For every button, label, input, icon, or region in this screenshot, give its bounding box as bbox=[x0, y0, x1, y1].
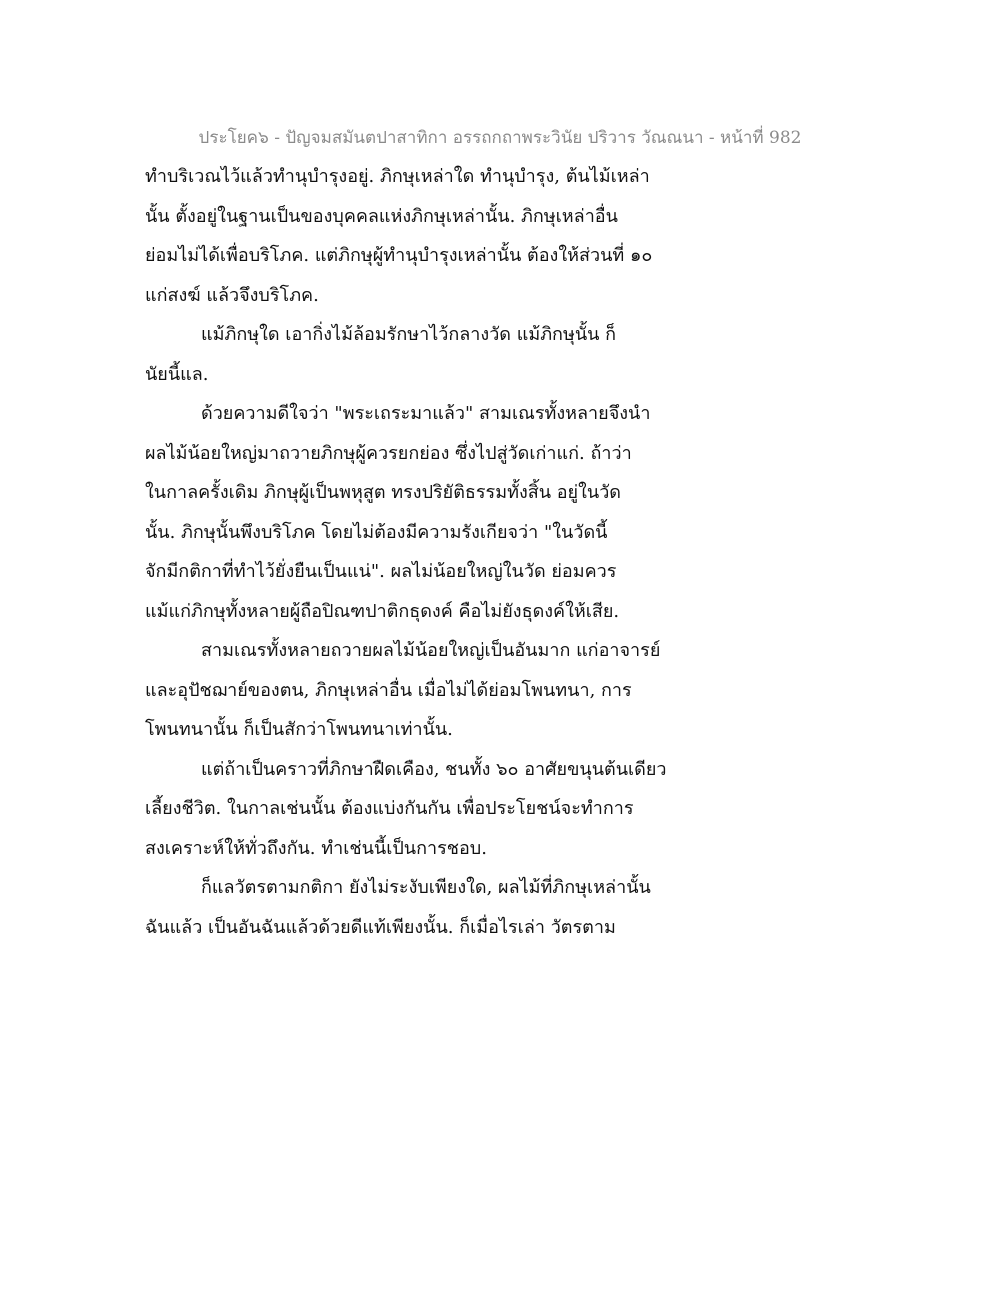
text-line: นั้น. ภิกษุนั้นพึงบริโภค โดยไม่ต้องมีความรังเกียจว่า "ในวัดนี้ bbox=[145, 521, 608, 543]
text-line: ผลไม้น้อยใหญ่มาถวายภิกษุผู้ควรยกย่อง ซึ่งไปสู่วัดเก่าแก่. ถ้าว่า bbox=[145, 442, 632, 464]
page-header: ประโยค๖ - ปัญจมสมันตปาสาทิกา อรรถกถาพระวินัย ปริวาร วัณณนา - หน้าที่ 982 bbox=[198, 128, 802, 148]
text-line: แต่ถ้าเป็นคราวที่ภิกษาฝืดเคือง, ชนทั้ง ๖๐ อาศัยขนุนต้นเดียว bbox=[201, 758, 667, 780]
text-line: ทำบริเวณไว้แล้วทำนุบำรุงอยู่. ภิกษุเหล่าใด ทำนุบำรุง, ต้นไม้เหล่า bbox=[145, 166, 650, 187]
text-line: ย่อมไม่ได้เพื่อบริโภค. แต่ภิกษุผู้ทำนุบำรุงเหล่านั้น ต้องให้ส่วนที่ ๑๐ bbox=[145, 245, 653, 266]
text-line: แก่สงฆ์ แล้วจึงบริโภค. bbox=[145, 284, 319, 306]
text-line: ก็แลวัตรตามกติกา ยังไม่ระงับเพียงใด, ผลไม้ที่ภิกษุเหล่านั้น bbox=[201, 877, 651, 898]
text-line: ฉันแล้ว เป็นอันฉันแล้วด้วยดีแท้เพียงนั้น. ก็เมื่อไรเล่า วัตรตาม bbox=[145, 916, 616, 938]
text-line: ในกาลครั้งเดิม ภิกษุผู้เป็นพหุสูต ทรงปริยัติธรรมทั้งสิ้น อยู่ในวัด bbox=[145, 482, 621, 503]
text-line: ด้วยความดีใจว่า "พระเถระมาแล้ว" สามเณรทั้งหลายจึงนำ bbox=[201, 403, 651, 424]
text-line: แม้แก่ภิกษุทั้งหลายผู้ถือปิณฑปาติกธุดงค์ คือไม่ยังธุดงค์ให้เสีย. bbox=[145, 600, 620, 622]
text-line: นัยนี้แล. bbox=[145, 363, 209, 385]
text-line: สงเคราะห์ให้ทั่วถึงกัน. ทำเช่นนี้เป็นการชอบ. bbox=[145, 837, 487, 859]
text-line: จักมีกติกาที่ทำไว้ยั่งยืนเป็นแน่". ผลไม่น้อยใหญ่ในวัด ย่อมควร bbox=[145, 561, 617, 582]
text-line: นั้น ตั้งอยู่ในฐานเป็นของบุคคลแห่งภิกษุเหล่านั้น. ภิกษุเหล่าอื่น bbox=[145, 205, 618, 227]
body-text bbox=[145, 157, 705, 947]
text-line: แม้ภิกษุใด เอากิ่งไม้ล้อมรักษาไว้กลางวัด แม้ภิกษุนั้น ก็ bbox=[201, 324, 617, 345]
text-line: เลี้ยงชีวิต. ในกาลเช่นนั้น ต้องแบ่งกันกัน เพื่อประโยชน์จะทำการ bbox=[145, 798, 634, 819]
text-line: สามเณรทั้งหลายถวายผลไม้น้อยใหญ่เป็นอันมาก แก่อาจารย์ bbox=[201, 640, 661, 661]
text-line: โพนทนานั้น ก็เป็นสักว่าโพนทนาเท่านั้น. bbox=[145, 719, 453, 740]
text-line: และอุปัชฌาย์ของตน, ภิกษุเหล่าอื่น เมื่อไม่ได้ย่อมโพนทนา, การ bbox=[145, 679, 632, 701]
